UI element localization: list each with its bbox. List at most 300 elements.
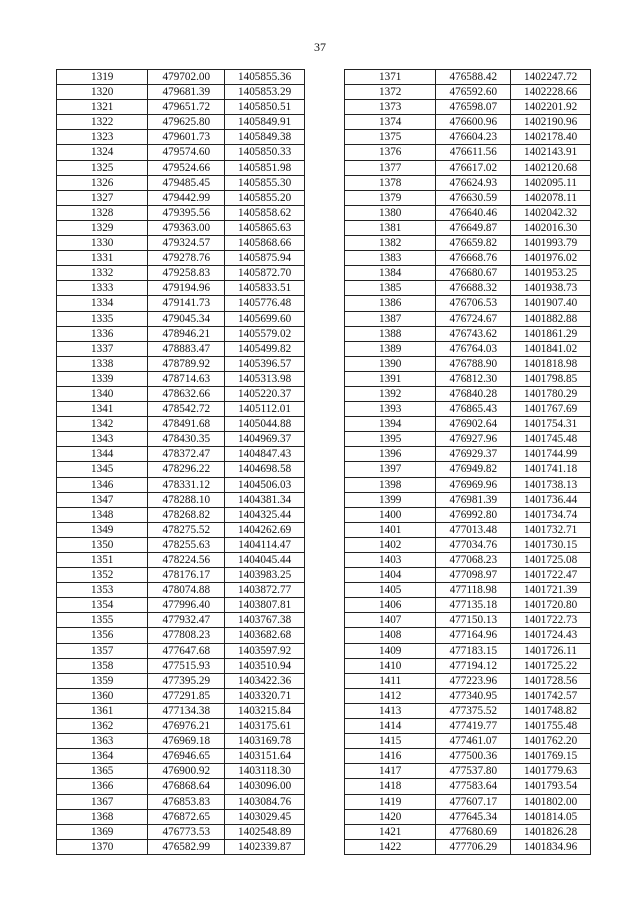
- y-coordinate-cell: 1405313.98: [225, 371, 305, 386]
- table-row: [345, 130, 591, 145]
- x-coordinate-cell: 479278.76: [148, 251, 225, 266]
- table-row: [345, 432, 591, 447]
- point-id-cell: 1363: [57, 734, 148, 749]
- y-coordinate-cell: 1405868.66: [225, 236, 305, 251]
- x-coordinate-cell: 477068.23: [436, 553, 511, 568]
- x-coordinate-cell: 477291.85: [148, 688, 225, 703]
- point-id-cell: 1393: [345, 402, 436, 417]
- y-coordinate-cell: 1404969.37: [225, 432, 305, 447]
- y-coordinate-cell: 1405865.63: [225, 220, 305, 235]
- x-coordinate-cell: 479625.80: [148, 115, 225, 130]
- table-row: [345, 251, 591, 266]
- point-id-cell: 1419: [345, 794, 436, 809]
- x-coordinate-cell: 477135.18: [436, 598, 511, 613]
- table-row: [345, 839, 591, 854]
- table-row: [57, 719, 305, 734]
- x-coordinate-cell: 476853.83: [148, 794, 225, 809]
- point-id-cell: 1409: [345, 643, 436, 658]
- table-row: [57, 568, 305, 583]
- x-coordinate-cell: 477134.38: [148, 703, 225, 718]
- point-id-cell: 1348: [57, 507, 148, 522]
- point-id-cell: 1398: [345, 477, 436, 492]
- x-coordinate-cell: 479141.73: [148, 296, 225, 311]
- table-row: [345, 145, 591, 160]
- x-coordinate-cell: 477419.77: [436, 719, 511, 734]
- table-row: [57, 296, 305, 311]
- y-coordinate-cell: 1401736.44: [511, 492, 591, 507]
- point-id-cell: 1320: [57, 85, 148, 100]
- point-id-cell: 1416: [345, 749, 436, 764]
- table-row: [345, 356, 591, 371]
- point-id-cell: 1368: [57, 809, 148, 824]
- table-row: [57, 749, 305, 764]
- x-coordinate-cell: 478255.63: [148, 537, 225, 552]
- table-row: [345, 688, 591, 703]
- x-coordinate-cell: 477500.36: [436, 749, 511, 764]
- table-row: [345, 794, 591, 809]
- point-id-cell: 1360: [57, 688, 148, 703]
- point-id-cell: 1351: [57, 553, 148, 568]
- y-coordinate-cell: 1405855.20: [225, 190, 305, 205]
- x-coordinate-cell: 479363.00: [148, 220, 225, 235]
- y-coordinate-cell: 1403320.71: [225, 688, 305, 703]
- y-coordinate-cell: 1402016.30: [511, 220, 591, 235]
- table-row: [57, 703, 305, 718]
- table-row: [345, 115, 591, 130]
- x-coordinate-cell: 477680.69: [436, 824, 511, 839]
- point-id-cell: 1339: [57, 371, 148, 386]
- x-coordinate-cell: 477150.13: [436, 613, 511, 628]
- table-row: [345, 749, 591, 764]
- y-coordinate-cell: 1403807.81: [225, 598, 305, 613]
- y-coordinate-cell: 1405850.51: [225, 100, 305, 115]
- y-coordinate-cell: 1405776.48: [225, 296, 305, 311]
- y-coordinate-cell: 1403029.45: [225, 809, 305, 824]
- point-id-cell: 1364: [57, 749, 148, 764]
- y-coordinate-cell: 1405849.38: [225, 130, 305, 145]
- table-row: [57, 537, 305, 552]
- point-id-cell: 1337: [57, 341, 148, 356]
- table-row: [57, 688, 305, 703]
- point-id-cell: 1347: [57, 492, 148, 507]
- y-coordinate-cell: 1401741.18: [511, 462, 591, 477]
- y-coordinate-cell: 1403767.38: [225, 613, 305, 628]
- table-row: [345, 764, 591, 779]
- table-row: [57, 492, 305, 507]
- x-coordinate-cell: 476949.82: [436, 462, 511, 477]
- x-coordinate-cell: 477164.96: [436, 628, 511, 643]
- point-id-cell: 1380: [345, 205, 436, 220]
- x-coordinate-cell: 477034.76: [436, 537, 511, 552]
- y-coordinate-cell: 1405853.29: [225, 85, 305, 100]
- x-coordinate-cell: 476688.32: [436, 281, 511, 296]
- x-coordinate-cell: 476617.02: [436, 160, 511, 175]
- table-row: [345, 553, 591, 568]
- table-row: [345, 190, 591, 205]
- table-row: [345, 507, 591, 522]
- table-row: [57, 326, 305, 341]
- y-coordinate-cell: 1403096.00: [225, 779, 305, 794]
- point-id-cell: 1395: [345, 432, 436, 447]
- y-coordinate-cell: 1402339.87: [225, 839, 305, 854]
- point-id-cell: 1323: [57, 130, 148, 145]
- y-coordinate-cell: 1405849.91: [225, 115, 305, 130]
- table-row: [345, 417, 591, 432]
- x-coordinate-cell: 478372.47: [148, 447, 225, 462]
- x-coordinate-cell: 479194.96: [148, 281, 225, 296]
- y-coordinate-cell: 1403597.92: [225, 643, 305, 658]
- point-id-cell: 1332: [57, 266, 148, 281]
- point-id-cell: 1404: [345, 568, 436, 583]
- y-coordinate-cell: 1402201.92: [511, 100, 591, 115]
- point-id-cell: 1392: [345, 386, 436, 401]
- table-row: [345, 371, 591, 386]
- table-row: [57, 658, 305, 673]
- x-coordinate-cell: 479702.00: [148, 70, 225, 85]
- point-id-cell: 1376: [345, 145, 436, 160]
- y-coordinate-cell: 1403422.36: [225, 673, 305, 688]
- point-id-cell: 1330: [57, 236, 148, 251]
- y-coordinate-cell: 1401798.85: [511, 371, 591, 386]
- y-coordinate-cell: 1401722.73: [511, 613, 591, 628]
- point-id-cell: 1410: [345, 658, 436, 673]
- table-row: [345, 266, 591, 281]
- table-row: [345, 583, 591, 598]
- table-row: [57, 175, 305, 190]
- x-coordinate-cell: 476592.60: [436, 85, 511, 100]
- y-coordinate-cell: 1403175.61: [225, 719, 305, 734]
- table-row: [57, 507, 305, 522]
- table-row: [345, 719, 591, 734]
- table-row: [345, 568, 591, 583]
- table-row: [345, 598, 591, 613]
- table-row: [57, 70, 305, 85]
- point-id-cell: 1342: [57, 417, 148, 432]
- y-coordinate-cell: 1401726.11: [511, 643, 591, 658]
- x-coordinate-cell: 477223.96: [436, 673, 511, 688]
- table-row: [57, 477, 305, 492]
- table-row: [345, 613, 591, 628]
- y-coordinate-cell: 1403151.64: [225, 749, 305, 764]
- point-id-cell: 1372: [345, 85, 436, 100]
- table-row: [57, 145, 305, 160]
- y-coordinate-cell: 1401953.25: [511, 266, 591, 281]
- y-coordinate-cell: 1401834.96: [511, 839, 591, 854]
- x-coordinate-cell: 479442.99: [148, 190, 225, 205]
- point-id-cell: 1367: [57, 794, 148, 809]
- x-coordinate-cell: 478789.92: [148, 356, 225, 371]
- x-coordinate-cell: 477537.80: [436, 764, 511, 779]
- point-id-cell: 1414: [345, 719, 436, 734]
- point-id-cell: 1354: [57, 598, 148, 613]
- table-row: [57, 417, 305, 432]
- x-coordinate-cell: 476992.80: [436, 507, 511, 522]
- table-row: [57, 85, 305, 100]
- point-id-cell: 1335: [57, 311, 148, 326]
- x-coordinate-cell: 479601.73: [148, 130, 225, 145]
- x-coordinate-cell: 479681.39: [148, 85, 225, 100]
- y-coordinate-cell: 1405579.02: [225, 326, 305, 341]
- table-row: [57, 522, 305, 537]
- y-coordinate-cell: 1405850.33: [225, 145, 305, 160]
- point-id-cell: 1321: [57, 100, 148, 115]
- y-coordinate-cell: 1401818.98: [511, 356, 591, 371]
- x-coordinate-cell: 479524.66: [148, 160, 225, 175]
- y-coordinate-cell: 1404325.44: [225, 507, 305, 522]
- table-row: [345, 85, 591, 100]
- x-coordinate-cell: 477194.12: [436, 658, 511, 673]
- point-id-cell: 1418: [345, 779, 436, 794]
- x-coordinate-cell: 476604.23: [436, 130, 511, 145]
- y-coordinate-cell: 1401721.39: [511, 583, 591, 598]
- x-coordinate-cell: 479574.60: [148, 145, 225, 160]
- table-row: [345, 492, 591, 507]
- x-coordinate-cell: 476900.92: [148, 764, 225, 779]
- y-coordinate-cell: 1401882.88: [511, 311, 591, 326]
- point-id-cell: 1319: [57, 70, 148, 85]
- y-coordinate-cell: 1401814.05: [511, 809, 591, 824]
- table-row: [345, 70, 591, 85]
- point-id-cell: 1412: [345, 688, 436, 703]
- y-coordinate-cell: 1401938.73: [511, 281, 591, 296]
- point-id-cell: 1374: [345, 115, 436, 130]
- point-id-cell: 1383: [345, 251, 436, 266]
- x-coordinate-cell: 476600.96: [436, 115, 511, 130]
- y-coordinate-cell: 1401725.08: [511, 553, 591, 568]
- point-id-cell: 1326: [57, 175, 148, 190]
- x-coordinate-cell: 477013.48: [436, 522, 511, 537]
- table-row: [57, 764, 305, 779]
- table-row: [345, 341, 591, 356]
- x-coordinate-cell: 479258.83: [148, 266, 225, 281]
- point-id-cell: 1346: [57, 477, 148, 492]
- x-coordinate-cell: 476773.53: [148, 824, 225, 839]
- point-id-cell: 1403: [345, 553, 436, 568]
- x-coordinate-cell: 476927.96: [436, 432, 511, 447]
- point-id-cell: 1331: [57, 251, 148, 266]
- y-coordinate-cell: 1401826.28: [511, 824, 591, 839]
- table-row: [57, 734, 305, 749]
- x-coordinate-cell: 478296.22: [148, 462, 225, 477]
- table-row: [345, 296, 591, 311]
- table-row: [57, 462, 305, 477]
- x-coordinate-cell: 476969.96: [436, 477, 511, 492]
- table-row: [345, 477, 591, 492]
- y-coordinate-cell: 1404381.34: [225, 492, 305, 507]
- point-id-cell: 1406: [345, 598, 436, 613]
- point-id-cell: 1377: [345, 160, 436, 175]
- table-row: [345, 522, 591, 537]
- table-row: [345, 824, 591, 839]
- x-coordinate-cell: 478632.66: [148, 386, 225, 401]
- table-row: [57, 553, 305, 568]
- table-row: [57, 311, 305, 326]
- x-coordinate-cell: 476624.93: [436, 175, 511, 190]
- y-coordinate-cell: 1401993.79: [511, 236, 591, 251]
- y-coordinate-cell: 1405851.98: [225, 160, 305, 175]
- y-coordinate-cell: 1401755.48: [511, 719, 591, 734]
- point-id-cell: 1381: [345, 220, 436, 235]
- y-coordinate-cell: 1401730.15: [511, 537, 591, 552]
- x-coordinate-cell: 476680.67: [436, 266, 511, 281]
- table-row: [345, 326, 591, 341]
- point-id-cell: 1328: [57, 205, 148, 220]
- y-coordinate-cell: 1401720.80: [511, 598, 591, 613]
- point-id-cell: 1385: [345, 281, 436, 296]
- y-coordinate-cell: 1401724.43: [511, 628, 591, 643]
- x-coordinate-cell: 478946.21: [148, 326, 225, 341]
- y-coordinate-cell: 1401976.02: [511, 251, 591, 266]
- table-row: [57, 583, 305, 598]
- table-row: [57, 281, 305, 296]
- y-coordinate-cell: 1404698.58: [225, 462, 305, 477]
- point-id-cell: 1379: [345, 190, 436, 205]
- y-coordinate-cell: 1403872.77: [225, 583, 305, 598]
- x-coordinate-cell: 478714.63: [148, 371, 225, 386]
- x-coordinate-cell: 476659.82: [436, 236, 511, 251]
- x-coordinate-cell: 477996.40: [148, 598, 225, 613]
- point-id-cell: 1361: [57, 703, 148, 718]
- point-id-cell: 1384: [345, 266, 436, 281]
- x-coordinate-cell: 479485.45: [148, 175, 225, 190]
- point-id-cell: 1350: [57, 537, 148, 552]
- x-coordinate-cell: 478430.35: [148, 432, 225, 447]
- x-coordinate-cell: 479324.57: [148, 236, 225, 251]
- table-row: [345, 281, 591, 296]
- point-id-cell: 1365: [57, 764, 148, 779]
- y-coordinate-cell: 1401762.20: [511, 734, 591, 749]
- x-coordinate-cell: 477183.15: [436, 643, 511, 658]
- x-coordinate-cell: 478224.56: [148, 553, 225, 568]
- table-row: [57, 794, 305, 809]
- x-coordinate-cell: 476640.46: [436, 205, 511, 220]
- x-coordinate-cell: 479045.34: [148, 311, 225, 326]
- point-id-cell: 1397: [345, 462, 436, 477]
- y-coordinate-cell: 1403510.94: [225, 658, 305, 673]
- x-coordinate-cell: 476865.43: [436, 402, 511, 417]
- x-coordinate-cell: 477583.64: [436, 779, 511, 794]
- point-id-cell: 1357: [57, 643, 148, 658]
- point-id-cell: 1417: [345, 764, 436, 779]
- point-id-cell: 1421: [345, 824, 436, 839]
- point-id-cell: 1362: [57, 719, 148, 734]
- y-coordinate-cell: 1405858.62: [225, 205, 305, 220]
- point-id-cell: 1369: [57, 824, 148, 839]
- y-coordinate-cell: 1405855.30: [225, 175, 305, 190]
- y-coordinate-cell: 1401738.13: [511, 477, 591, 492]
- table-row: [57, 824, 305, 839]
- table-row: [345, 175, 591, 190]
- point-id-cell: 1378: [345, 175, 436, 190]
- y-coordinate-cell: 1405872.70: [225, 266, 305, 281]
- x-coordinate-cell: 477340.95: [436, 688, 511, 703]
- point-id-cell: 1390: [345, 356, 436, 371]
- y-coordinate-cell: 1405855.36: [225, 70, 305, 85]
- y-coordinate-cell: 1402095.11: [511, 175, 591, 190]
- page-number: 37: [314, 40, 326, 54]
- table-row: [57, 160, 305, 175]
- point-id-cell: 1341: [57, 402, 148, 417]
- point-id-cell: 1386: [345, 296, 436, 311]
- table-row: [57, 100, 305, 115]
- y-coordinate-cell: 1405699.60: [225, 311, 305, 326]
- y-coordinate-cell: 1402247.72: [511, 70, 591, 85]
- x-coordinate-cell: 477808.23: [148, 628, 225, 643]
- y-coordinate-cell: 1401767.69: [511, 402, 591, 417]
- x-coordinate-cell: 476706.53: [436, 296, 511, 311]
- point-id-cell: 1322: [57, 115, 148, 130]
- y-coordinate-cell: 1401742.57: [511, 688, 591, 703]
- x-coordinate-cell: 476872.65: [148, 809, 225, 824]
- table-row: [57, 356, 305, 371]
- point-id-cell: 1389: [345, 341, 436, 356]
- y-coordinate-cell: 1403084.76: [225, 794, 305, 809]
- y-coordinate-cell: 1402042.32: [511, 205, 591, 220]
- point-id-cell: 1407: [345, 613, 436, 628]
- table-row: [345, 447, 591, 462]
- y-coordinate-cell: 1402228.66: [511, 85, 591, 100]
- y-coordinate-cell: 1402120.68: [511, 160, 591, 175]
- table-row: [57, 251, 305, 266]
- y-coordinate-cell: 1401725.22: [511, 658, 591, 673]
- y-coordinate-cell: 1405396.57: [225, 356, 305, 371]
- y-coordinate-cell: 1401907.40: [511, 296, 591, 311]
- table-row: [57, 130, 305, 145]
- y-coordinate-cell: 1401748.82: [511, 703, 591, 718]
- y-coordinate-cell: 1401802.00: [511, 794, 591, 809]
- point-id-cell: 1333: [57, 281, 148, 296]
- x-coordinate-cell: 477515.93: [148, 658, 225, 673]
- y-coordinate-cell: 1405499.82: [225, 341, 305, 356]
- y-coordinate-cell: 1405112.01: [225, 402, 305, 417]
- table-row: [57, 643, 305, 658]
- x-coordinate-cell: 479651.72: [148, 100, 225, 115]
- point-id-cell: 1344: [57, 447, 148, 462]
- y-coordinate-cell: 1405220.37: [225, 386, 305, 401]
- y-coordinate-cell: 1404114.47: [225, 537, 305, 552]
- y-coordinate-cell: 1401728.56: [511, 673, 591, 688]
- point-id-cell: 1327: [57, 190, 148, 205]
- y-coordinate-cell: 1401769.15: [511, 749, 591, 764]
- point-id-cell: 1373: [345, 100, 436, 115]
- table-row: [57, 613, 305, 628]
- y-coordinate-cell: 1401722.47: [511, 568, 591, 583]
- x-coordinate-cell: 478883.47: [148, 341, 225, 356]
- point-id-cell: 1387: [345, 311, 436, 326]
- y-coordinate-cell: 1401841.02: [511, 341, 591, 356]
- y-coordinate-cell: 1404045.44: [225, 553, 305, 568]
- x-coordinate-cell: 477461.07: [436, 734, 511, 749]
- y-coordinate-cell: 1403682.68: [225, 628, 305, 643]
- x-coordinate-cell: 478268.82: [148, 507, 225, 522]
- x-coordinate-cell: 476649.87: [436, 220, 511, 235]
- y-coordinate-cell: 1402190.96: [511, 115, 591, 130]
- x-coordinate-cell: 476668.76: [436, 251, 511, 266]
- point-id-cell: 1415: [345, 734, 436, 749]
- table-row: [345, 628, 591, 643]
- point-id-cell: 1396: [345, 447, 436, 462]
- table-row: [345, 100, 591, 115]
- x-coordinate-cell: 476976.21: [148, 719, 225, 734]
- y-coordinate-cell: 1404847.43: [225, 447, 305, 462]
- table-row: [57, 432, 305, 447]
- y-coordinate-cell: 1401732.71: [511, 522, 591, 537]
- table-row: [345, 402, 591, 417]
- x-coordinate-cell: 477118.98: [436, 583, 511, 598]
- x-coordinate-cell: 476598.07: [436, 100, 511, 115]
- point-id-cell: 1336: [57, 326, 148, 341]
- x-coordinate-cell: 477645.34: [436, 809, 511, 824]
